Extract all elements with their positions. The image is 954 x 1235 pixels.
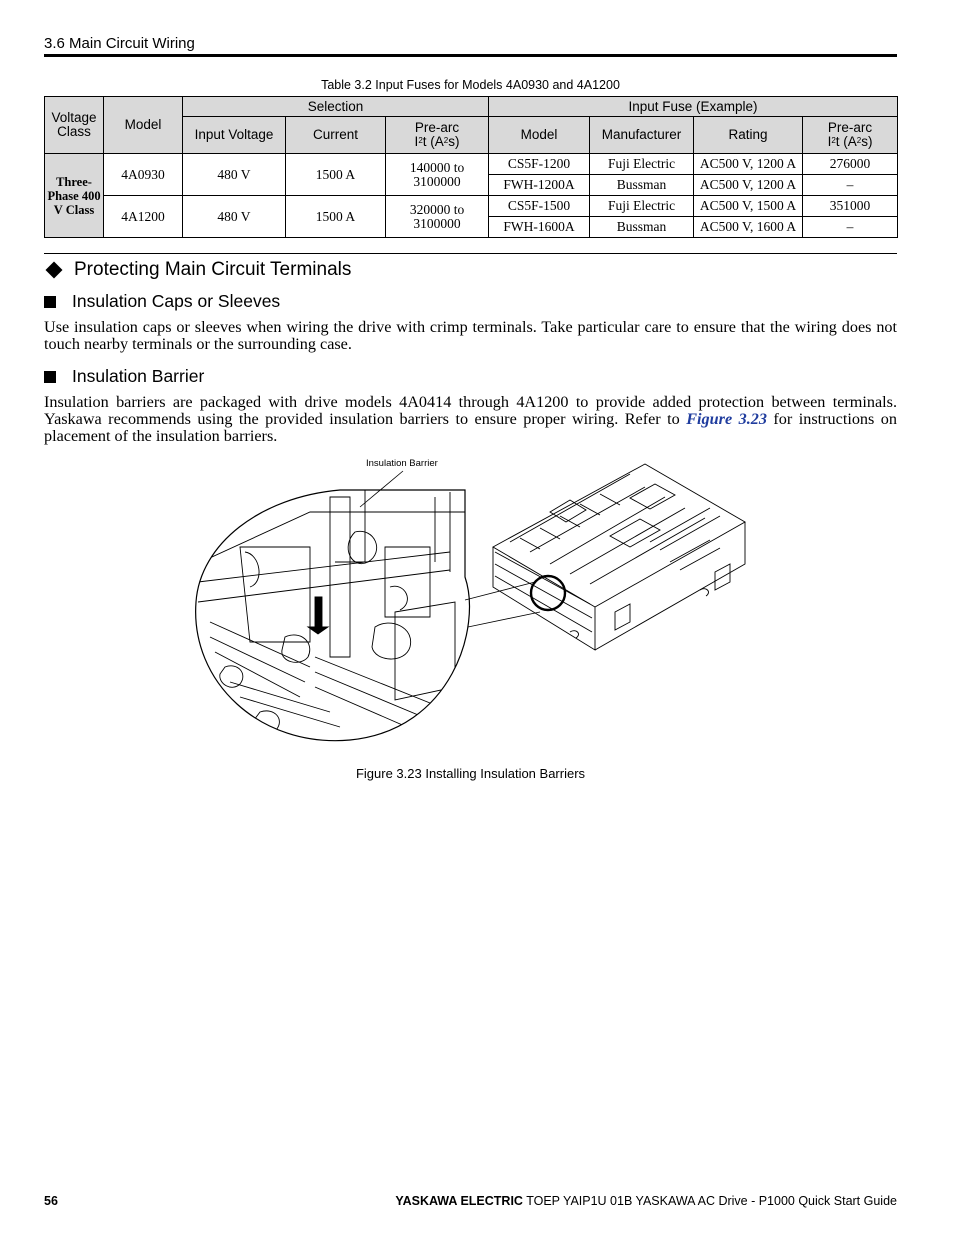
page-number: 56 — [44, 1194, 58, 1208]
voltage-class-cell: Three-Phase 400 V Class — [45, 154, 104, 238]
diamond-bullet-icon — [46, 262, 63, 279]
section-rule — [44, 253, 897, 254]
input-voltage-cell: 480 V — [183, 154, 286, 196]
fuse-pre-arc-cell: 276000 — [803, 154, 898, 175]
manufacturer-cell: Bussman — [590, 175, 694, 196]
rating-cell: AC500 V, 1200 A — [694, 175, 803, 196]
header-selection: Selection — [183, 97, 489, 117]
pre-arc-label: Pre-arc — [414, 120, 460, 135]
footer-title: YASKAWA ELECTRIC TOEP YAIP1U 01B YASKAWA AC Drive - P1000 Quick Start Guide — [395, 1194, 897, 1208]
rating-cell: AC500 V, 1500 A — [694, 196, 803, 217]
subsection-title-caps: Insulation Caps or Sleeves — [72, 291, 281, 311]
fuse-pre-arc-cell: – — [803, 175, 898, 196]
header-rating: Rating — [694, 117, 803, 154]
rating-cell: AC500 V, 1200 A — [694, 154, 803, 175]
square-bullet-icon — [44, 371, 56, 383]
model-cell: 4A1200 — [104, 196, 183, 238]
figure-insulation-barriers — [190, 452, 770, 752]
header-input-fuse: Input Fuse (Example) — [489, 97, 898, 117]
running-head: 3.6 Main Circuit Wiring — [44, 35, 195, 52]
section-heading — [44, 259, 351, 281]
input-voltage-cell: 480 V — [183, 196, 286, 238]
subsection-title-barrier: Insulation Barrier — [72, 366, 205, 386]
footer-brand: YASKAWA ELECTRIC — [395, 1194, 523, 1208]
fuse-pre-arc-cell: 351000 — [803, 196, 898, 217]
fuse-model-cell: CS5F-1200 — [489, 154, 590, 175]
table-caption: Table 3.2 Input Fuses for Models 4A0930 and 4A1200 — [321, 78, 620, 92]
header-fuse-model: Model — [489, 117, 590, 154]
header-rule — [44, 54, 897, 57]
figure-drawing — [190, 452, 770, 752]
figure-caption: Figure 3.23 Installing Insulation Barriers — [355, 766, 586, 781]
input-fuse-table — [44, 96, 898, 238]
pre-arc-cell: 140000 to 3100000 — [386, 154, 489, 196]
table-row — [45, 196, 898, 217]
square-bullet-icon — [44, 296, 56, 308]
subsection-heading-caps — [44, 291, 280, 312]
manufacturer-cell: Bussman — [590, 217, 694, 238]
header-input-voltage: Input Voltage — [183, 117, 286, 154]
fuse-model-cell: FWH-1200A — [489, 175, 590, 196]
paragraph-barrier: Insulation barriers are packaged with drive models 4A0414 through 4A1200 to provide added protection between terminals. Yaskawa recommends using the provided insulation barriers to ensure proper wiring. Refer to Figure 3.23 for instructions on placement of the insulation barriers. — [44, 393, 897, 445]
header-model: Model — [104, 97, 183, 154]
fuse-pre-arc-cell: – — [803, 217, 898, 238]
model-cell: 4A0930 — [104, 154, 183, 196]
header-fuse-pre-arc: Pre-arc $I^2t$ $(A^2s)$ — [803, 117, 898, 154]
subsection-heading-barrier — [44, 366, 204, 387]
header-current: Current — [286, 117, 386, 154]
header-voltage-class: Voltage Class — [45, 97, 104, 154]
figure-link[interactable]: Figure 3.23 — [686, 410, 767, 428]
fuse-model-cell: CS5F-1500 — [489, 196, 590, 217]
manufacturer-cell: Fuji Electric — [590, 196, 694, 217]
header-pre-arc: Pre-arc $I^2t$ $(A^2s)$ — [386, 117, 489, 154]
rating-cell: AC500 V, 1600 A — [694, 217, 803, 238]
current-cell: 1500 A — [286, 196, 386, 238]
manufacturer-cell: Fuji Electric — [590, 154, 694, 175]
table-row — [45, 154, 898, 175]
current-cell: 1500 A — [286, 154, 386, 196]
insulation-barrier-callout: Insulation Barrier — [366, 458, 438, 469]
fuse-model-cell: FWH-1600A — [489, 217, 590, 238]
paragraph-caps: Use insulation caps or sleeves when wiring the drive with crimp terminals. Take particular care to ensure that the wiring does not touch nearby terminals or the surrounding case. — [44, 318, 897, 353]
header-manufacturer: Manufacturer — [590, 117, 694, 154]
pre-arc-cell: 320000 to 3100000 — [386, 196, 489, 238]
section-title: Protecting Main Circuit Terminals — [74, 259, 352, 280]
